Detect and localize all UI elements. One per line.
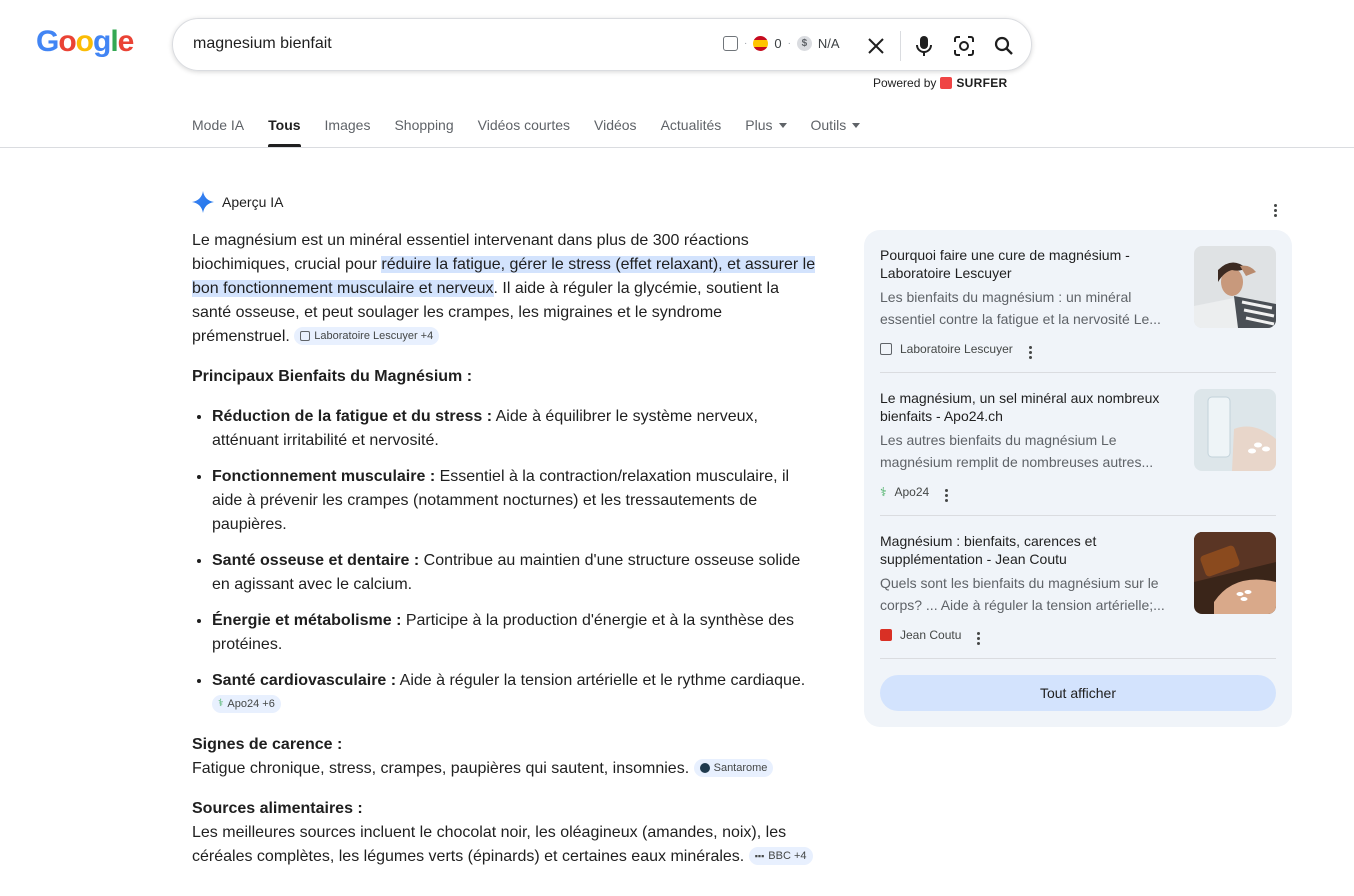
benefit-title: Réduction de la fatigue et du stress : xyxy=(212,408,493,425)
tab-label: Plus xyxy=(745,117,773,133)
camera-lens-icon xyxy=(953,35,975,57)
deficiency-heading: Signes de carence : xyxy=(192,736,343,753)
divider xyxy=(900,31,901,61)
source-title[interactable]: Le magnésium, un sel minéral aux nombreux bienfaits - Apo24.ch xyxy=(880,390,1160,424)
logo-letter: l xyxy=(110,25,118,58)
benefit-title: Santé cardiovasculaire : xyxy=(212,672,397,689)
separator-dot: · xyxy=(744,38,748,49)
google-logo[interactable] xyxy=(36,25,133,59)
source-card[interactable] xyxy=(880,246,1276,358)
list-item xyxy=(212,549,822,597)
benefit-title: Énergie et métabolisme : xyxy=(212,612,402,629)
separator-dot: · xyxy=(787,38,791,49)
chip-label: BBC +4 xyxy=(768,849,807,862)
lescuyer-logo-icon xyxy=(300,331,310,341)
logo-letter: o xyxy=(58,25,76,58)
tab-label: Images xyxy=(324,117,371,133)
close-icon xyxy=(867,37,885,55)
chip-label: Laboratoire Lescuyer +4 xyxy=(314,329,434,342)
benefit-title: Fonctionnement musculaire : xyxy=(212,468,436,485)
search-input[interactable]: magnesium bienfait xyxy=(193,35,332,52)
apo24-logo-icon: ⚕ xyxy=(880,484,887,499)
list-item xyxy=(212,465,822,537)
source-chip[interactable] xyxy=(694,759,774,777)
microphone-icon xyxy=(914,35,934,57)
tab-shopping[interactable] xyxy=(394,117,453,147)
source-menu-button[interactable] xyxy=(945,481,948,502)
search-button[interactable] xyxy=(991,33,1017,59)
pills-water-image xyxy=(1194,389,1276,471)
tab-mode-ia[interactable] xyxy=(192,117,244,147)
extension-count: 0 xyxy=(774,36,782,51)
more-vert-icon xyxy=(1029,346,1032,359)
more-vert-icon xyxy=(945,489,948,502)
surfer-brand: SURFER xyxy=(956,76,1008,90)
powered-by-surfer xyxy=(873,76,1008,90)
voice-search-button[interactable] xyxy=(911,33,937,59)
list-item xyxy=(212,405,822,453)
tab-outils[interactable] xyxy=(811,117,861,147)
highlight-text: réduire la fatigue, gérer le stress (effet relaxant), et assurer le bon fonctionnement musculaire et nerveux xyxy=(192,256,816,297)
tab-tous[interactable] xyxy=(268,117,300,147)
benefit-text: Essentiel à la contraction/relaxation musculaire, il aide à prévenir les crampes (notamment nocturnes) et les tressautements de paupières. xyxy=(212,468,790,533)
tab-images[interactable] xyxy=(325,117,371,147)
powered-label: Powered by xyxy=(873,76,937,90)
tab-label: Actualités xyxy=(660,117,722,133)
ai-overview-title: Aperçu IA xyxy=(222,194,284,210)
source-chip[interactable] xyxy=(294,327,439,345)
logo-letter: g xyxy=(93,25,111,58)
source-card[interactable] xyxy=(880,389,1276,501)
tabs-divider xyxy=(0,147,1354,148)
divider xyxy=(880,372,1276,373)
jean-coutu-logo-icon xyxy=(880,629,892,641)
surfer-extension-bar xyxy=(723,36,840,51)
intro-text: Le magnésium est un minéral essentiel intervenant dans plus de 300 réactions biochimiques, crucial pour xyxy=(192,232,749,273)
source-site xyxy=(880,338,1032,359)
logo-letter: o xyxy=(75,25,93,58)
lens-search-button[interactable] xyxy=(951,33,977,59)
pill-bottle-hand-image xyxy=(1194,532,1276,614)
source-thumbnail[interactable] xyxy=(1194,389,1276,471)
caret-down-icon xyxy=(852,123,860,128)
deficiency-text-block xyxy=(192,757,822,781)
benefits-heading: Principaux Bienfaits du Magnésium : xyxy=(192,368,473,385)
source-snippet: Les bienfaits du magnésium : un minéral essentiel contre la fatigue et la nervosité Le... xyxy=(880,289,1161,327)
woman-headache-image xyxy=(1194,246,1276,328)
caret-down-icon xyxy=(779,123,787,128)
more-vert-icon xyxy=(977,632,980,645)
logo-letter: e xyxy=(117,25,134,58)
site-name: Jean Coutu xyxy=(900,627,962,642)
source-snippet: Les autres bienfaits du magnésium Le magnésium remplit de nombreuses autres... xyxy=(880,432,1154,470)
ai-overview-header xyxy=(192,191,283,213)
tab-actualites[interactable] xyxy=(661,117,722,147)
food-text: Les meilleures sources incluent le chocolat noir, les oléagineux (amandes, noix), les céréales complètes, les légumes verts (épinards) et certaines eaux minérales. xyxy=(192,824,787,865)
tab-label: Shopping xyxy=(394,117,454,133)
surfer-logo-icon xyxy=(940,77,952,89)
search-tabs xyxy=(192,117,860,147)
source-title[interactable]: Pourquoi faire une cure de magnésium - Laboratoire Lescuyer xyxy=(880,247,1130,281)
source-site xyxy=(880,624,980,645)
chip-label: Santarome xyxy=(713,761,768,774)
apo24-logo-icon: ⚕ xyxy=(218,697,224,709)
food-heading: Sources alimentaires : xyxy=(192,800,363,817)
tab-label: Mode IA xyxy=(192,117,245,133)
tab-label: Vidéos courtes xyxy=(477,117,570,133)
search-icon xyxy=(994,36,1014,56)
search-box[interactable] xyxy=(172,18,1032,71)
source-title[interactable]: Magnésium : bienfaits, carences et supplémentation - Jean Coutu xyxy=(880,533,1097,567)
tab-label: Vidéos xyxy=(594,117,637,133)
benefit-text: Contribue au maintien d'une structure osseuse solide en agissant avec le calcium. xyxy=(212,552,801,593)
ai-overview-menu-button[interactable] xyxy=(1274,194,1277,217)
tab-label: Outils xyxy=(810,117,847,133)
site-name: Laboratoire Lescuyer xyxy=(900,341,1013,356)
tab-videos[interactable] xyxy=(594,117,637,147)
source-site xyxy=(880,481,948,502)
extension-checkbox[interactable] xyxy=(723,36,738,51)
list-item xyxy=(212,669,822,717)
source-menu-button[interactable] xyxy=(1029,338,1032,359)
lescuyer-logo-icon xyxy=(880,343,892,355)
benefit-title: Santé osseuse et dentaire : xyxy=(212,552,420,569)
show-all-button[interactable]: Tout afficher xyxy=(880,675,1276,711)
source-thumbnail[interactable] xyxy=(1194,246,1276,328)
bbc-logo-icon: ▪▪▪ xyxy=(754,850,765,861)
santarome-logo-icon xyxy=(700,763,710,773)
benefit-text: Aide à équilibrer le système nerveux, atténuant irritabilité et nervosité. xyxy=(212,408,758,449)
benefit-text: Aide à réguler la tension artérielle et le rythme cardiaque. xyxy=(396,672,806,689)
clear-button[interactable] xyxy=(863,33,889,59)
divider xyxy=(880,658,1276,659)
ai-overview-body xyxy=(192,229,822,869)
gemini-sparkle-icon xyxy=(192,191,214,213)
intro-text: . Il aide à réguler la glycémie, soutient la santé osseuse, et peut soulager les crampes, les migraines et le syndrome prémenstruel. xyxy=(192,280,779,345)
source-chip[interactable] xyxy=(749,847,813,865)
spain-flag-icon xyxy=(753,36,768,51)
source-chip[interactable] xyxy=(212,695,281,713)
divider xyxy=(880,515,1276,516)
more-vert-icon xyxy=(1274,204,1277,217)
tab-videos-courtes[interactable] xyxy=(478,117,570,147)
dollar-icon: $ xyxy=(797,36,812,51)
site-name: Apo24 xyxy=(894,484,930,499)
logo-letter: G xyxy=(36,25,59,58)
food-text-block xyxy=(192,821,822,869)
tab-label: Tous xyxy=(268,117,301,133)
chip-label: Apo24 +6 xyxy=(227,697,275,710)
ai-intro xyxy=(192,229,822,349)
deficiency-text: Fatigue chronique, stress, crampes, paupières qui sautent, insomnies. xyxy=(192,760,690,777)
source-card[interactable] xyxy=(880,532,1276,644)
source-thumbnail[interactable] xyxy=(1194,532,1276,614)
source-snippet: Quels sont les bienfaits du magnésium sur le corps? ... Aide à réguler la tension artérielle;... xyxy=(880,575,1165,613)
list-item xyxy=(212,609,822,657)
benefit-text: Participe à la production d'énergie et à la synthèse des protéines. xyxy=(212,612,795,653)
tab-plus[interactable] xyxy=(745,117,786,147)
source-menu-button[interactable] xyxy=(977,624,980,645)
sources-panel xyxy=(864,230,1292,727)
benefits-list xyxy=(192,405,822,717)
extension-value: N/A xyxy=(817,36,840,51)
